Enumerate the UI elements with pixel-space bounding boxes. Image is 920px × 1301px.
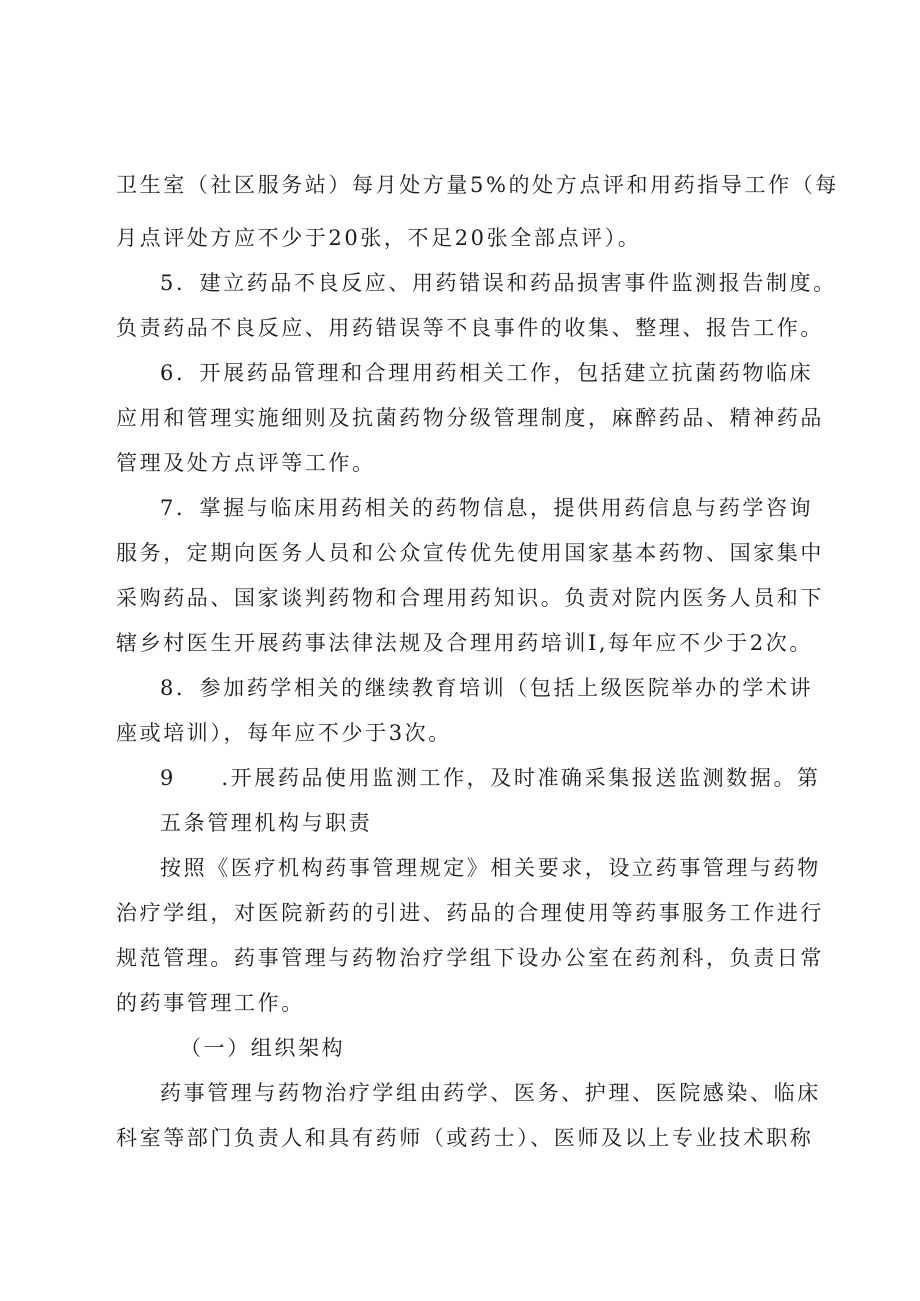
body-text-line: 负责药品不良反应、用药错误等不良事件的收集、整理、报告工作。 (116, 316, 824, 340)
paragraph-first-line: 按照《医疗机构药事管理规定》相关要求，设立药事管理与药物 (160, 856, 821, 880)
list-item-7-line: 7．掌握与临床用药相关的药物信息，提供用药信息与药学咨询 (160, 496, 814, 520)
subsection-heading: （一）组织架构 (180, 1036, 346, 1060)
body-text-line: 科室等部门负责人和具有药师（或药士）、医师及以上专业技术职称 (116, 1126, 814, 1150)
list-item-5-line: 5．建立药品不良反应、用药错误和药品损害事件监测报告制度。 (160, 271, 837, 295)
list-item-6-line: 6．开展药品管理和合理用药相关工作，包括建立抗菌药物临床 (160, 361, 814, 385)
body-text-line: 服务，定期向医务人员和公众宣传优先使用国家基本药物、国家集中 (116, 541, 824, 565)
list-item-9-line (160, 763, 821, 793)
body-text-line: 座或培训），每年应不少于3次。 (116, 721, 452, 745)
paragraph-first-line: 药事管理与药物治疗学组由药学、医务、护理、医院感染、临床 (160, 1081, 821, 1105)
list-item-number: 9 (160, 766, 174, 790)
section-heading-line: 五条管理机构与职责 (160, 811, 373, 835)
body-text-line: 辖乡村医生开展药事法律法规及合理用药培训I,每年应不少于2次。 (116, 631, 813, 655)
body-text-line: 卫生室（社区服务站）每月处方量5%的处方点评和用药指导工作（每 (116, 173, 839, 197)
list-item-text: .开展药品使用监测工作，及时准确采集报送监测数据。第 (221, 766, 821, 790)
body-text-line: 规范管理。药事管理与药物治疗学组下设办公室在药剂科，负责日常 (116, 946, 824, 970)
body-text-line: 的药事管理工作。 (116, 991, 305, 1015)
body-text-line: 管理及处方点评等工作。 (116, 451, 376, 475)
body-text-line: 应用和管理实施细则及抗菌药物分级管理制度，麻醉药品、精神药品 (116, 406, 824, 430)
body-text-line: 采购药品、国家谈判药物和合理用药知识。负责对院内医务人员和下 (116, 586, 824, 610)
body-text-line: 月点评处方应不少于20张，不足20张全部点评）。 (116, 226, 642, 250)
list-item-8-line: 8．参加药学相关的继续教育培训（包括上级医院举办的学术讲 (160, 676, 814, 700)
body-text-line: 治疗学组，对医院新药的引进、药品的合理使用等药事服务工作进行 (116, 901, 824, 925)
